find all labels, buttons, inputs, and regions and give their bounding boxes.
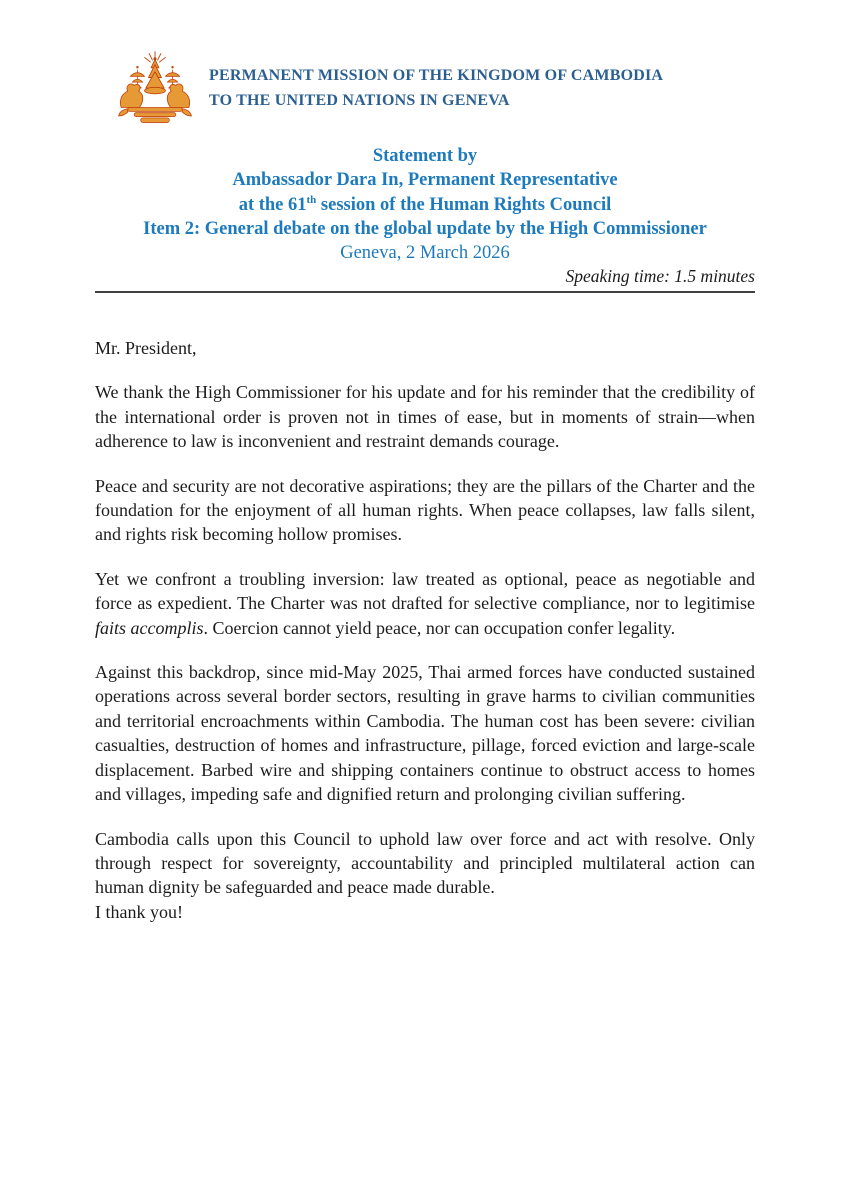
body-paragraph: Peace and security are not decorative aspirations; they are the pillars of the Charter and the foundation for the enjoyment of all human rights. When peace collapses, law falls silent, and rights risk becoming hollow promises.	[95, 475, 755, 545]
paragraph-list	[95, 380, 755, 899]
body-paragraph: Against this backdrop, since mid-May 2025, Thai armed forces have conducted sustained operations across several border sectors, resulting in grave harms to civilian communities and territorial encroachments within Cambodia. The human cost has been severe: civilian casualties, destruction of homes and infrastructure, pillage, forced eviction and large-scale displacement. Barbed wire and shipping containers continue to obstruct access to homes and villages, impeding safe and dignified return and prolonging civilian suffering.	[95, 662, 755, 805]
mission-name	[209, 63, 663, 113]
body-paragraph: Yet we confront a troubling inversion: law treated as optional, peace as negotiable and force as expedient. The Charter was not drafted for selective compliance, nor to legitimise faits accomplis. Coercion cannot yield peace, nor can occupation confer legality.	[95, 568, 755, 638]
mission-name-line2: TO THE UNITED NATIONS IN GENEVA	[209, 92, 510, 109]
mission-name-line1: PERMANENT MISSION OF THE KINGDOM OF CAMBODIA	[209, 67, 664, 84]
title-statement-by: Statement by	[372, 146, 478, 166]
title-ambassador: Ambassador Dara In, Permanent Representative	[232, 170, 618, 191]
speaking-time-note: Speaking time: 1.5 minutes	[565, 266, 755, 286]
header-divider	[95, 291, 755, 293]
salutation: Mr. President,	[95, 338, 197, 358]
letterhead	[116, 48, 663, 128]
statement-body	[95, 336, 755, 924]
title-agenda-item: Item 2: General debate on the global update by the High Commissioner	[143, 218, 707, 239]
body-paragraph: We thank the High Commissioner for his update and for his reminder that the credibility of the international order is proven not in times of ease, but in moments of strain—when adherence to law is inconvenient and restraint demands courage.	[95, 382, 755, 452]
cambodia-royal-arms-icon	[116, 48, 194, 128]
title-venue-date: Geneva, 2 March 2026	[340, 243, 510, 264]
body-paragraph: Cambodia calls upon this Council to uphold law over force and act with resolve. Only through respect for sovereignty, accountability and principled multilateral action can human dignity be safeguarded and peace made durable.	[95, 828, 755, 898]
statement-title	[95, 144, 755, 265]
title-session: at the 61th session of the Human Rights Council	[238, 193, 612, 215]
closing-line: I thank you!	[95, 901, 183, 922]
session-ordinal-superscript: th	[306, 193, 317, 206]
